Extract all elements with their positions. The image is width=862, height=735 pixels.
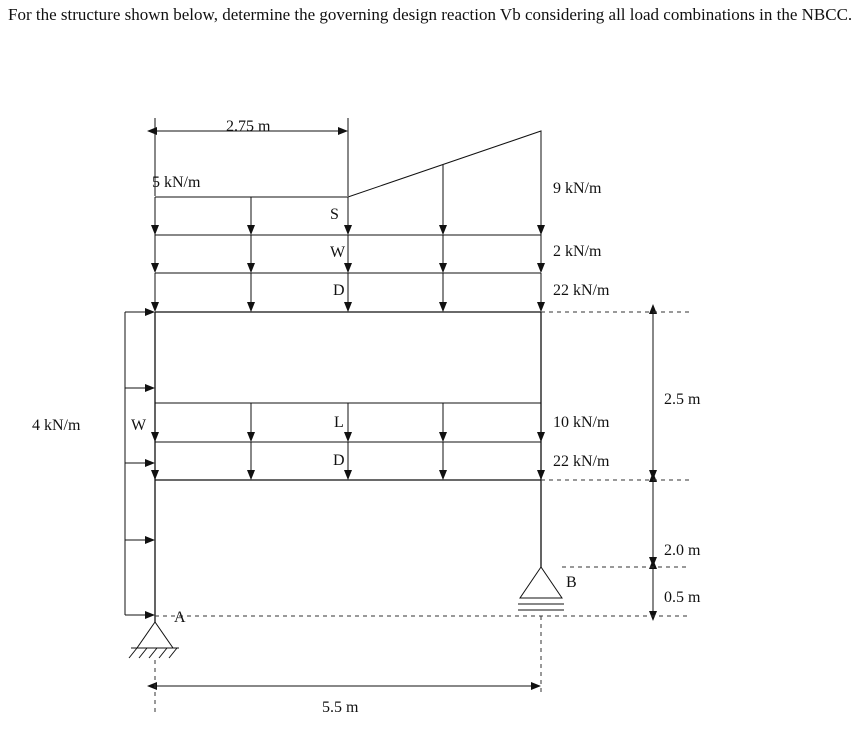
roof-dead-label: 22 kN/m — [553, 282, 610, 299]
roof-wind-letter: W — [330, 244, 346, 261]
floor-load-arrows — [155, 403, 541, 479]
support-a-pin — [129, 622, 179, 658]
floor-live-label: 10 kN/m — [553, 414, 610, 431]
top-span-label: 2.75 m — [226, 118, 271, 135]
lateral-wind-label: 4 kN/m — [32, 417, 81, 434]
dashed-guides — [155, 312, 690, 712]
support-offset-label: 0.5 m — [664, 589, 701, 606]
roof-wind-label: 2 kN/m — [553, 243, 602, 260]
roof-snow-left-label: 5 kN/m — [152, 174, 201, 191]
dimensions — [155, 118, 653, 686]
bottom-span-label: 5.5 m — [322, 699, 359, 716]
upper-height-label: 2.5 m — [664, 391, 701, 408]
snow-load-letter: S — [330, 206, 339, 223]
lower-height-label: 2.0 m — [664, 542, 701, 559]
problem-statement: For the structure shown below, determine the governing design reaction Vb considering all load combinations in the NBCC. — [8, 5, 853, 24]
lateral-wind-letter: W — [131, 417, 147, 434]
roof-snow-right-label: 9 kN/m — [553, 180, 602, 197]
support-b-roller — [518, 567, 564, 610]
support-a-label: A — [174, 609, 186, 626]
floor-dead-label: 22 kN/m — [553, 453, 610, 470]
roof-dead-letter: D — [333, 282, 345, 299]
support-b-label: B — [566, 574, 577, 591]
lateral-wind-load — [125, 312, 154, 615]
floor-dead-letter: D — [333, 452, 345, 469]
floor-live-letter: L — [334, 414, 344, 431]
